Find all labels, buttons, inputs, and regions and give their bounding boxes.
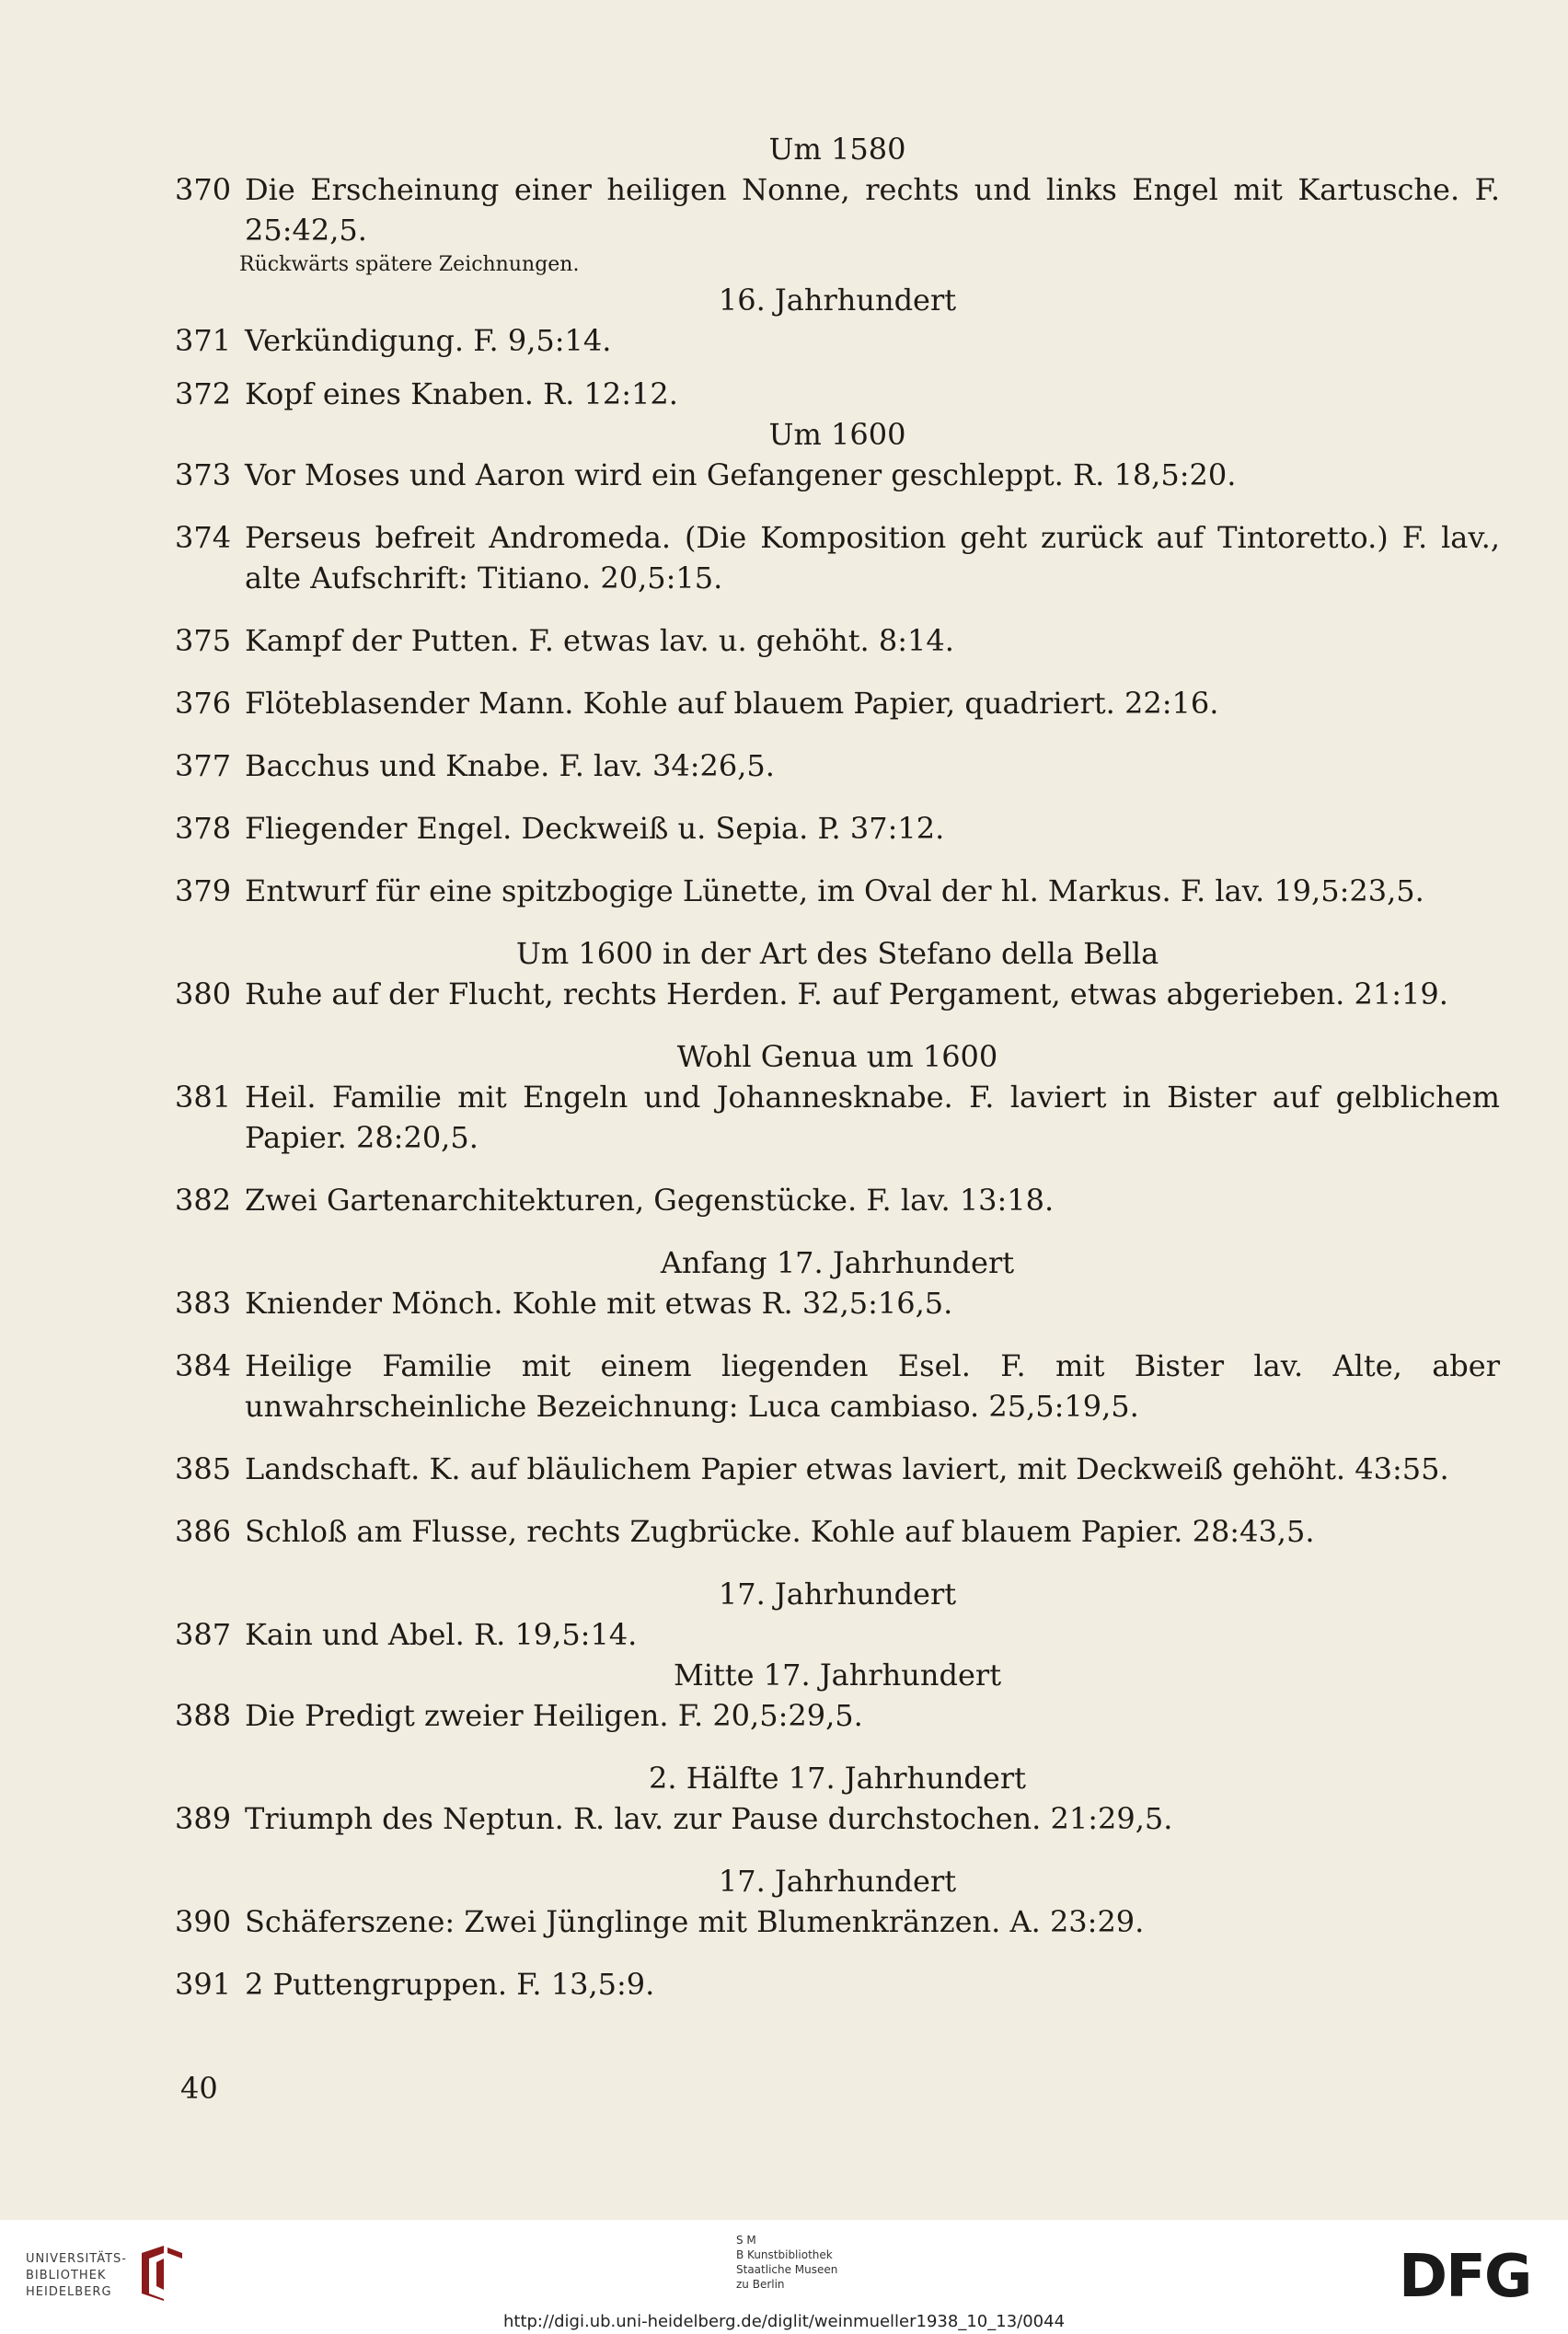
section-heading: Anfang 17. Jahrhundert	[660, 1245, 1015, 1280]
entry-number: 370	[175, 172, 232, 207]
library-name[interactable]	[26, 2251, 145, 2301]
entry-number: 376	[175, 686, 232, 721]
section-heading: 17. Jahrhundert	[718, 1864, 957, 1899]
entry-number: 390	[175, 1904, 232, 1939]
entry-number: 381	[175, 1080, 232, 1115]
catalog-entry	[175, 745, 1500, 786]
entry-number: 389	[175, 1801, 232, 1836]
entry-text: Die Erscheinung einer heiligen Nonne, rechts und links Engel mit Kartusche. F. 25:42,5.	[245, 172, 1500, 248]
entry-text: Schloß am Flusse, rechts Zugbrücke. Kohle auf blauem Papier. 28:43,5.	[245, 1514, 1315, 1549]
catalog-entry	[175, 1449, 1500, 1489]
section	[175, 414, 1500, 911]
entry-text: Heil. Familie mit Engeln und Johannesknabe. F. laviert in Bister auf gelblichem Papier. 28:20,5.	[245, 1080, 1500, 1155]
section	[175, 1242, 1500, 1552]
entry-number: 386	[175, 1514, 232, 1549]
catalog-entry	[175, 1283, 1500, 1323]
entry-number: 388	[175, 1698, 232, 1733]
entry-number: 391	[175, 1967, 232, 2002]
library-name-line: BIBLIOTHEK	[26, 2269, 107, 2282]
entry-text: Fliegender Engel. Deckweiß u. Sepia. P. 37:12.	[245, 811, 945, 846]
smb-line: S M	[736, 2234, 756, 2247]
entry-number: 378	[175, 811, 232, 846]
catalog-entry	[175, 517, 1500, 598]
entry-text: Die Predigt zweier Heiligen. F. 20,5:29,5.	[245, 1698, 863, 1733]
entry-text: Flöteblasender Mann. Kohle auf blauem Papier, quadriert. 22:16.	[245, 686, 1219, 721]
entry-number: 382	[175, 1183, 232, 1218]
heidelberg-logo-icon[interactable]	[136, 2244, 188, 2303]
catalog-entry	[175, 169, 1500, 250]
entry-text: Kniender Mönch. Kohle mit etwas R. 32,5:16,5.	[245, 1286, 953, 1321]
section	[175, 1574, 1500, 1655]
catalog-entry	[175, 320, 1500, 361]
catalog-entry	[175, 1964, 1500, 2005]
entry-number: 384	[175, 1348, 232, 1383]
smb-kunstbibliothek-logo[interactable]	[736, 2233, 837, 2292]
source-url[interactable]: http://digi.ub.uni-heidelberg.de/diglit/weinmueller1938_10_13/0044	[502, 2312, 1066, 2331]
catalog-entry	[175, 1614, 1500, 1655]
catalog-entry	[175, 974, 1500, 1014]
entry-text: Landschaft. K. auf bläulichem Papier etwas laviert, mit Deckweiß gehöht. 43:55.	[245, 1451, 1449, 1486]
section-heading: Um 1600	[768, 417, 906, 452]
entry-number: 373	[175, 457, 232, 492]
section-heading: Wohl Genua um 1600	[676, 1039, 998, 1074]
entry-text: Kampf der Putten. F. etwas lav. u. gehöht. 8:14.	[245, 623, 954, 658]
entry-text: Entwurf für eine spitzbogige Lünette, im Oval der hl. Markus. F. lav. 19,5:23,5.	[245, 873, 1424, 908]
section-heading: 17. Jahrhundert	[718, 1577, 957, 1612]
section	[175, 1758, 1500, 1839]
section-heading: Um 1600 in der Art des Stefano della Bella	[515, 936, 1159, 971]
entry-number: 379	[175, 873, 232, 908]
section	[175, 1036, 1500, 1220]
entry-text: Heilige Familie mit einem liegenden Esel. F. mit Bister lav. Alte, aber unwahrscheinliche Bezeichnung: Luca cambiaso. 25,5:19,5.	[245, 1348, 1500, 1424]
dfg-logo[interactable]: DFG	[1399, 2243, 1531, 2311]
entry-text: Perseus befreit Andromeda. (Die Komposition geht zurück auf Tintoretto.) F. lav., alte Aufschrift: Titiano. 20,5:15.	[245, 520, 1500, 595]
entry-text: Zwei Gartenarchitekturen, Gegenstücke. F. lav. 13:18.	[245, 1183, 1055, 1218]
library-name-line: HEIDELBERG	[26, 2285, 112, 2299]
entry-number: 380	[175, 976, 232, 1011]
catalog-entry	[175, 1901, 1500, 1942]
entry-number: 377	[175, 748, 232, 783]
entry-number: 387	[175, 1617, 232, 1652]
section-heading: 16. Jahrhundert	[718, 283, 957, 318]
entry-number: 371	[175, 323, 232, 358]
catalog-entry	[175, 1798, 1500, 1839]
library-name-line: UNIVERSITÄTS-	[26, 2252, 127, 2266]
entry-number: 375	[175, 623, 232, 658]
entry-number: 385	[175, 1451, 232, 1486]
page-number: 40	[180, 2071, 218, 2106]
entry-text: Triumph des Neptun. R. lav. zur Pause durchstochen. 21:29,5.	[245, 1801, 1173, 1836]
catalog-entry	[175, 1077, 1500, 1158]
catalog-entry	[175, 1695, 1500, 1736]
section	[175, 1655, 1500, 1736]
catalog-entry	[175, 683, 1500, 723]
entry-text: Verkündigung. F. 9,5:14.	[245, 323, 612, 358]
catalog-entry	[175, 1511, 1500, 1552]
footer-bar	[0, 2220, 1568, 2334]
catalog-entry	[175, 455, 1500, 495]
smb-line: Staatliche Museen	[736, 2263, 838, 2276]
entry-text: Vor Moses und Aaron wird ein Gefangener geschleppt. R. 18,5:20.	[245, 457, 1237, 492]
section-heading: Mitte 17. Jahrhundert	[673, 1658, 1002, 1693]
entry-number: 383	[175, 1286, 232, 1321]
smb-line: B Kunstbibliothek	[736, 2248, 833, 2261]
entry-text: Bacchus und Knabe. F. lav. 34:26,5.	[245, 748, 775, 783]
entry-note: Rückwärts spätere Zeichnungen.	[239, 253, 580, 276]
catalog-entry	[175, 871, 1500, 911]
section	[175, 129, 1500, 280]
section	[175, 933, 1500, 1014]
entry-text: Ruhe auf der Flucht, rechts Herden. F. auf Pergament, etwas abgerieben. 21:19.	[245, 976, 1448, 1011]
entry-text: Schäferszene: Zwei Jünglinge mit Blumenkränzen. A. 23:29.	[245, 1904, 1145, 1939]
catalog-entry	[175, 808, 1500, 849]
section	[175, 280, 1500, 414]
catalog-entry	[175, 1346, 1500, 1427]
smb-line: zu Berlin	[736, 2278, 785, 2291]
section	[175, 1861, 1500, 2005]
catalog-content	[175, 129, 1500, 2005]
entry-number: 374	[175, 520, 232, 555]
entry-number: 372	[175, 376, 232, 411]
catalog-entry	[175, 374, 1500, 414]
catalog-entry	[175, 620, 1500, 661]
catalog-entry	[175, 1180, 1500, 1220]
section-heading: 2. Hälfte 17. Jahrhundert	[648, 1761, 1026, 1796]
section-heading: Um 1580	[768, 132, 906, 167]
entry-text: 2 Puttengruppen. F. 13,5:9.	[245, 1967, 655, 2002]
entry-text: Kain und Abel. R. 19,5:14.	[245, 1617, 638, 1652]
entry-text: Kopf eines Knaben. R. 12:12.	[245, 376, 678, 411]
